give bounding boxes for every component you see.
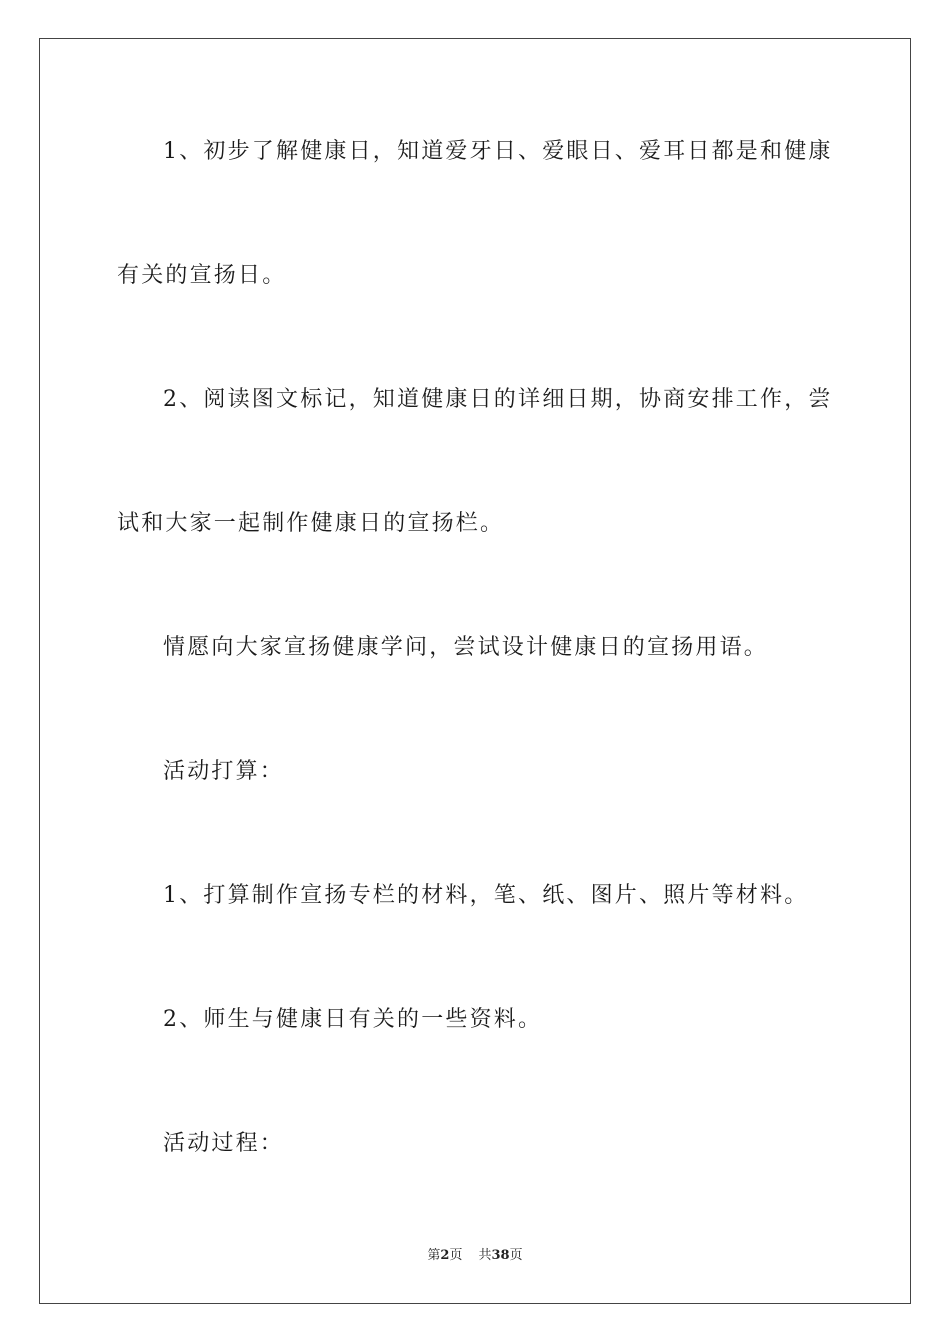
paragraph-line-1: 1、初步了解健康日，知道爱牙日、爱眼日、爱耳日都是和健康 bbox=[163, 139, 833, 164]
paragraph-line-2: 有关的宣扬日。 bbox=[117, 263, 287, 288]
footer-page-prefix: 第 bbox=[427, 1248, 441, 1263]
footer-total-suffix: 页 bbox=[509, 1248, 523, 1263]
footer-page-suffix: 页 bbox=[449, 1248, 463, 1263]
footer-page-number: 2 bbox=[440, 1248, 450, 1263]
paragraph-line-7: 1、打算制作宣扬专栏的材料，笔、纸、图片、照片等材料。 bbox=[163, 883, 809, 908]
page-frame bbox=[39, 38, 911, 1304]
paragraph-line-3: 2、阅读图文标记，知道健康日的详细日期，协商安排工作，尝 bbox=[163, 387, 833, 412]
section-heading-plan: 活动打算： bbox=[163, 759, 285, 784]
footer-total-pages: 38 bbox=[491, 1248, 510, 1263]
paragraph-line-4: 试和大家一起制作健康日的宣扬栏。 bbox=[117, 511, 505, 536]
section-heading-process: 活动过程： bbox=[163, 1131, 285, 1156]
paragraph-line-8: 2、师生与健康日有关的一些资料。 bbox=[163, 1007, 543, 1032]
page-footer bbox=[0, 1247, 950, 1265]
paragraph-line-5: 情愿向大家宣扬健康学问，尝试设计健康日的宣扬用语。 bbox=[163, 635, 769, 660]
footer-total-prefix: 共 bbox=[478, 1248, 492, 1263]
